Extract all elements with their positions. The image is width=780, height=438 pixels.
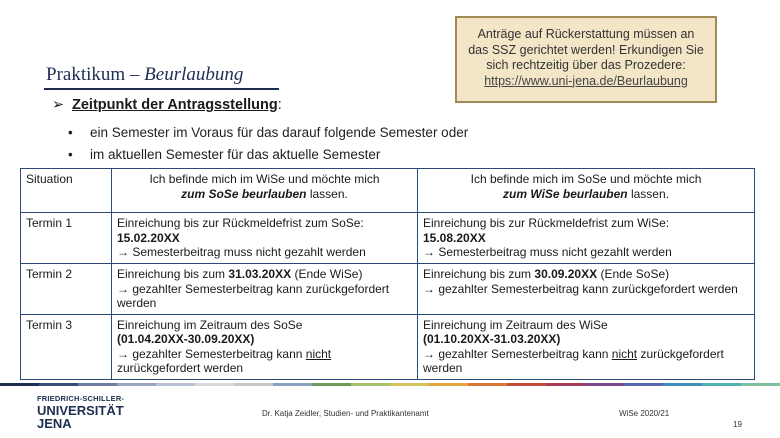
cell-text xyxy=(423,267,749,282)
table-header-row xyxy=(21,169,755,213)
header-wise-line1: Ich befinde mich im SoSe und möchte mich xyxy=(470,172,702,186)
stripe-segment xyxy=(429,383,468,386)
footer-author: Dr. Katja Zeidler, Studien- und Praktikantenamt xyxy=(262,409,429,418)
header-wise xyxy=(418,169,755,213)
title-italic: Beurlaubung xyxy=(144,64,244,85)
stripe-segment xyxy=(741,383,780,386)
stripe-segment xyxy=(78,383,117,386)
cell-date: 31.03.20XX xyxy=(228,267,292,281)
cell-text-pre: Einreichung bis zum xyxy=(423,267,535,281)
cell-date: 15.02.20XX xyxy=(117,230,180,245)
university-logo xyxy=(37,395,124,430)
list-item-text: ein Semester im Voraus für das darauf folgende Semester oder xyxy=(90,125,469,140)
header-sose xyxy=(112,169,418,213)
stripe-segment xyxy=(117,383,156,386)
header-sose-bold: zum SoSe beurlauben xyxy=(181,186,307,201)
stripe-segment xyxy=(273,383,312,386)
cell-sose xyxy=(112,264,418,315)
header-sose-line2 xyxy=(117,187,412,202)
section-heading-label: Zeitpunkt der Antragsstellung xyxy=(72,97,278,113)
notice-line-1: Anträge auf Rückerstattung müssen an xyxy=(477,27,695,41)
table-row xyxy=(21,213,755,264)
cell-text: Einreichung im Zeitraum des WiSe xyxy=(423,317,608,332)
notice-line-2: das SSZ gerichtet werden! Erkundigen Sie xyxy=(468,42,704,57)
cell-text: → Semesterbeitrag muss nicht gezahlt werden xyxy=(423,245,672,259)
row-label: Termin 3 xyxy=(21,314,112,379)
cell-text xyxy=(117,347,412,362)
stripe-segment xyxy=(312,383,351,386)
cell-date: (01.10.20XX-31.03.20XX) xyxy=(423,332,561,346)
cell-date: 30.09.20XX xyxy=(534,267,598,281)
list-item xyxy=(68,125,468,140)
stripe-segment xyxy=(546,383,585,386)
cell-text-pre: → gezahlter Semesterbeitrag kann xyxy=(423,346,612,361)
cell-text: → Semesterbeitrag muss nicht gezahlt werden xyxy=(117,245,366,259)
footer-term: WiSe 2020/21 xyxy=(619,409,670,418)
header-wise-post: lassen. xyxy=(627,186,669,201)
notice-link[interactable]: https://www.uni-jena.de/Beurlaubung xyxy=(484,73,688,88)
cell-text-post: (Ende SoSe) xyxy=(597,267,670,281)
cell-text: → gezahlter Semesterbeitrag kann zurückgefordert werden xyxy=(117,281,390,310)
stripe-segment xyxy=(702,383,741,386)
stripe-segment xyxy=(390,383,429,386)
cell-text xyxy=(423,347,749,376)
section-heading-colon: : xyxy=(277,97,282,113)
cell-date: 15.08.20XX xyxy=(423,230,486,245)
bullet-dot-icon: • xyxy=(68,147,73,162)
cell-emphasis: nicht xyxy=(611,346,638,361)
cell-text xyxy=(117,267,412,282)
bullet-dot-icon: • xyxy=(68,125,73,140)
cell-text-post: (Ende WiSe) xyxy=(291,267,363,281)
row-label: Termin 2 xyxy=(21,264,112,315)
cell-text-pre: Einreichung bis zum xyxy=(117,267,229,281)
logo-line-2: UNIVERSITÄT xyxy=(37,402,124,418)
stripe-segment xyxy=(507,383,546,386)
stripe-segment xyxy=(195,383,234,386)
notice-line-3: sich rechtzeitig über das Prozedere: xyxy=(486,58,686,72)
header-situation: Situation xyxy=(21,169,112,213)
cell-date: (01.04.20XX-30.09.20XX) xyxy=(117,332,255,346)
cell-text: → gezahlter Semesterbeitrag kann zurückgefordert werden xyxy=(423,281,738,296)
arrow-bullet-icon: ➢ xyxy=(52,97,65,113)
cell-text: Einreichung im Zeitraum des SoSe xyxy=(117,317,303,332)
cell-wise xyxy=(418,314,755,379)
stripe-segment xyxy=(39,383,78,386)
header-wise-line2 xyxy=(423,187,749,202)
header-sose-line1: Ich befinde mich im WiSe und möchte mich xyxy=(149,172,380,186)
table-row xyxy=(21,264,755,315)
cell-wise xyxy=(418,213,755,264)
deadline-table xyxy=(20,168,755,380)
title-main: Praktikum – xyxy=(46,64,145,85)
header-wise-bold: zum WiSe beurlauben xyxy=(503,186,628,201)
cell-text-post: zurückgefordert werden xyxy=(423,346,724,375)
section-heading xyxy=(52,97,282,113)
stripe-segment xyxy=(156,383,195,386)
page-number: 19 xyxy=(733,420,742,429)
cell-sose xyxy=(112,213,418,264)
stripe-segment xyxy=(0,383,39,386)
stripe-segment xyxy=(663,383,702,386)
cell-text: zurückgefordert werden xyxy=(117,361,244,375)
stripe-segment xyxy=(585,383,624,386)
cell-text: Einreichung bis zur Rückmeldefrist zum WiSe: xyxy=(423,216,670,230)
list-item-text: im aktuellen Semester für das aktuelle Semester xyxy=(90,147,381,162)
footer-color-stripe xyxy=(0,383,780,386)
list-item xyxy=(68,147,380,162)
stripe-segment xyxy=(234,383,273,386)
row-label: Termin 1 xyxy=(21,213,112,264)
title-underline xyxy=(44,88,279,90)
stripe-segment xyxy=(351,383,390,386)
cell-text: Einreichung bis zur Rückmeldefrist zum SoSe: xyxy=(117,216,364,230)
stripe-segment xyxy=(468,383,507,386)
cell-sose xyxy=(112,314,418,379)
page-title xyxy=(46,64,243,86)
cell-emphasis: nicht xyxy=(305,346,332,361)
logo-line-3: JENA xyxy=(37,415,72,431)
cell-wise xyxy=(418,264,755,315)
table-row xyxy=(21,314,755,379)
refund-notice-box xyxy=(455,16,717,103)
logo-line-1: FRIEDRICH-SCHILLER- xyxy=(37,394,125,403)
stripe-segment xyxy=(624,383,663,386)
cell-text-pre: → gezahlter Semesterbeitrag kann xyxy=(117,346,306,361)
header-sose-post: lassen. xyxy=(306,186,348,201)
